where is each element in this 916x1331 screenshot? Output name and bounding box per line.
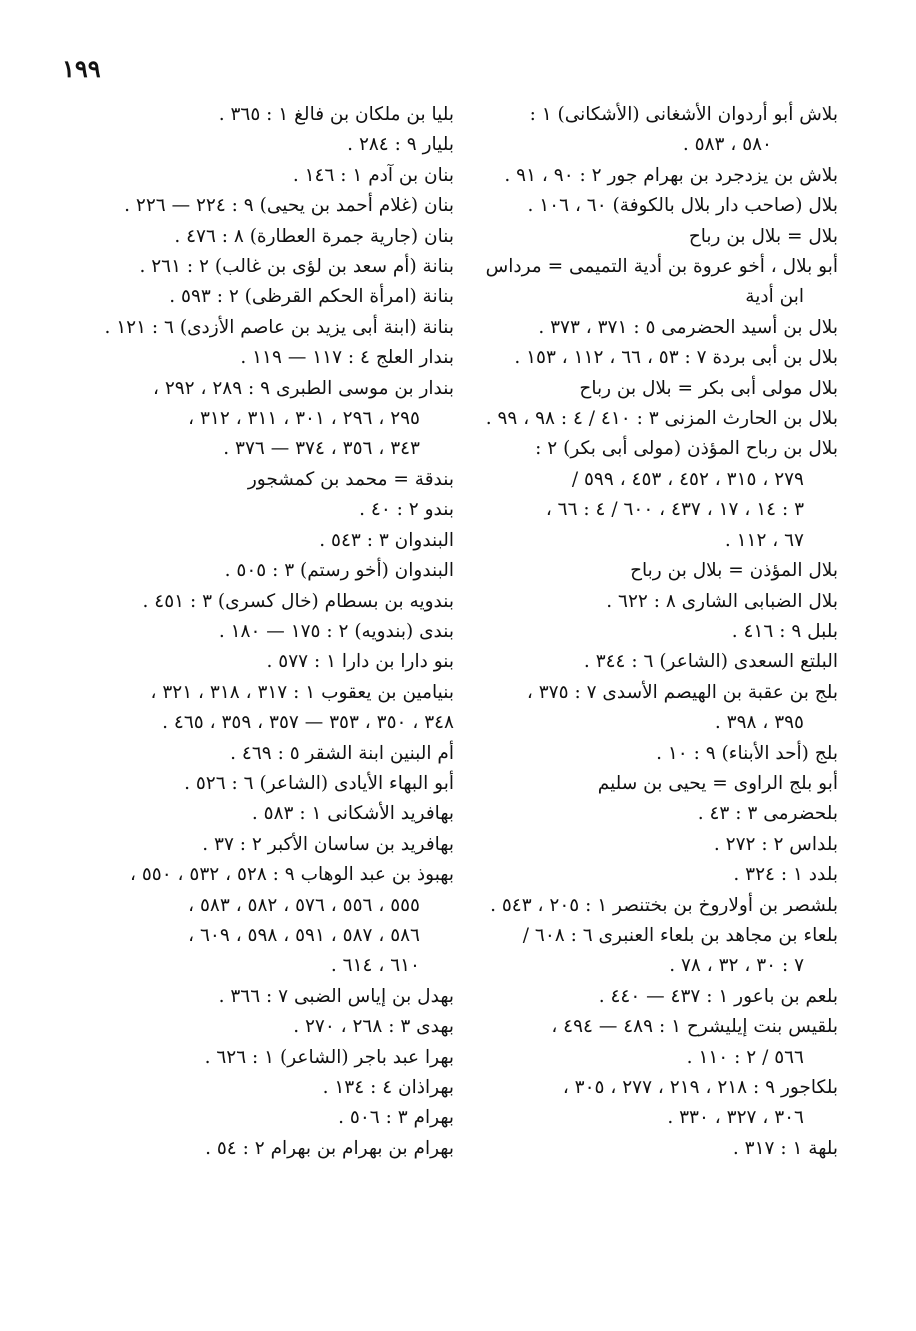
index-entry: بهافريد بن ساسان الأكبر ٢ : ٣٧ . <box>202 833 454 855</box>
index-entry: بندو ٢ : ٤٠ . <box>359 499 454 521</box>
index-entry: ٢٧٩ ، ٣١٥ ، ٤٥٢ ، ٤٥٣ ، ٥٩٩ / <box>571 468 804 490</box>
index-entry: ٦٧ ، ١١٢ . <box>724 529 804 551</box>
index-entry: بنانة (ابنة أبى يزيد بن عاصم الأزدى) ٦ : ١٢١ . <box>104 316 454 338</box>
index-entry: ٥٥٥ ، ٥٥٦ ، ٥٧٦ ، ٥٨٢ ، ٥٨٣ ، <box>188 894 420 916</box>
index-entry: البلتع السعدى (الشاعر) ٦ : ٣٤٤ . <box>583 651 838 673</box>
index-entry: بلال (صاحب دار بلال بالكوفة) ٦٠ ، ١٠٦ . <box>527 195 838 217</box>
index-entry: بلج (أحد الأبناء) ٩ : ١٠ . <box>656 742 838 764</box>
index-entry: بلال بن الحارث المزنى ٣ : ٤١٠ / ٤ : ٩٨ ، ٩٩ . <box>485 408 838 430</box>
index-entry: بلاش أبو أردوان الأشغانى (الأشكانى) ١ : <box>529 104 838 125</box>
index-entry: بنو دارا بن دارا ١ : ٥٧٧ . <box>266 651 454 673</box>
index-entry: بلقيس بنت إيليشرح ١ : ٤٨٩ — ٤٩٤ ، <box>551 1016 838 1038</box>
index-entry: بلال الضبابى الشارى ٨ : ٦٢٢ . <box>606 590 838 612</box>
index-entry: أم البنين ابنة الشقر ٥ : ٤٦٩ . <box>230 742 454 764</box>
index-entry: بندى (بندويه) ٢ : ١٧٥ — ١٨٠ . <box>218 620 454 642</box>
index-entry: بهراذان ٤ : ١٣٤ . <box>322 1077 454 1098</box>
index-entry: ٧ : ٣٠ ، ٣٢ ، ٧٨ . <box>669 955 804 977</box>
index-entry: ٥٨٠ ، ٥٨٣ . <box>682 134 772 156</box>
index-entry: بلدد ١ : ٣٢٤ . <box>733 864 838 886</box>
index-entry: ٥٦٦ / ٢ : ١١٠ . <box>686 1046 804 1068</box>
index-entry: ٣٩٥ ، ٣٩٨ . <box>714 712 804 734</box>
index-entry: ٣٠٦ ، ٣٢٧ ، ٣٣٠ . <box>667 1107 804 1129</box>
index-entry: بهدى ٣ : ٢٦٨ ، ٢٧٠ . <box>293 1016 454 1038</box>
index-entry: بلال مولى أبى بكر = بلال بن رباح <box>579 377 838 399</box>
page-number: ١٩٩ <box>62 54 101 83</box>
index-entry: بلعم بن باعور ١ : ٤٣٧ — ٤٤٠ . <box>598 985 838 1007</box>
index-entry: بلال بن أسيد الحضرمى ٥ : ٣٧١ ، ٣٧٣ . <box>538 316 838 338</box>
index-entry: ٢٩٥ ، ٢٩٦ ، ٣٠١ ، ٣١١ ، ٣١٢ ، <box>188 408 420 430</box>
index-entry: بلهة ١ : ٣١٧ . <box>732 1137 838 1159</box>
index-entry: بلال بن أبى بردة ٧ : ٥٣ ، ٦٦ ، ١١٢ ، ١٥٣ . <box>514 347 838 369</box>
index-entry: ٦١٠ ، ٦١٤ . <box>330 955 420 977</box>
index-entry: بهرام ٣ : ٥٠٦ . <box>338 1107 454 1129</box>
index-entry: بهرا عبد باجر (الشاعر) ١ : ٦٢٦ . <box>204 1046 454 1068</box>
index-entry: بندار بن موسى الطبرى ٩ : ٢٨٩ ، ٢٩٢ ، <box>152 377 454 399</box>
index-entry: بلعاء بن مجاهد بن بلعاء العنبرى ٦ : ٦٠٨ / <box>522 924 838 946</box>
index-entry: بنانة (امرأة الحكم القرظى) ٢ : ٥٩٣ . <box>169 286 454 308</box>
index-entry: البندوان (أخو رستم) ٣ : ٥٠٥ . <box>224 560 454 582</box>
index-entry: بهبوذ بن عبد الوهاب ٩ : ٥٢٨ ، ٥٣٢ ، ٥٥٠ ، <box>130 864 454 886</box>
index-column-left <box>104 100 454 1164</box>
index-entry: ٣٤٨ ، ٣٥٠ ، ٣٥٣ — ٣٥٧ ، ٣٥٩ ، ٤٦٥ . <box>162 712 454 734</box>
index-entry: بنانة (أم سعد بن لؤى بن غالب) ٢ : ٢٦١ . <box>139 256 454 278</box>
index-entry: أبو بلال ، أخو عروة بن أدية التميمى = مرداس <box>485 256 838 278</box>
index-entry: بلال بن رباح المؤذن (مولى أبى بكر) ٢ : <box>535 438 838 460</box>
index-entry: بهرام بن بهرام بن بهرام ٢ : ٥٤ . <box>205 1137 454 1159</box>
index-entry: بلكاجور ٩ : ٢١٨ ، ٢١٩ ، ٢٧٧ ، ٣٠٥ ، <box>562 1077 838 1098</box>
index-entry: بلبل ٩ : ٤١٦ . <box>731 620 838 642</box>
index-entry: أبو البهاء الأيادى (الشاعر) ٦ : ٥٢٦ . <box>184 772 454 794</box>
index-entry: بلداس ٢ : ٢٧٢ . <box>713 833 838 855</box>
index-entry: بنان (غلام أحمد بن يحيى) ٩ : ٢٢٤ — ٢٢٦ . <box>124 195 454 217</box>
index-entry: ٥٨٦ ، ٥٨٧ ، ٥٩١ ، ٥٩٨ ، ٦٠٩ ، <box>188 924 420 946</box>
index-entry: بلال المؤذن = بلال بن رباح <box>630 560 838 582</box>
index-entry: بلج بن عقبة بن الهيصم الأسدى ٧ : ٣٧٥ ، <box>526 681 838 703</box>
index-entry: بندار العلج ٤ : ١١٧ — ١١٩ . <box>240 347 454 369</box>
index-entry: بلشصر بن أولاروخ بن بختنصر ١ : ٢٠٥ ، ٥٤٣ . <box>490 894 838 916</box>
index-entry: بندقة = محمد بن كمشجور <box>247 468 454 490</box>
index-entry: بنان بن آدم ١ : ١٤٦ . <box>292 164 454 186</box>
index-entry: بليار ٩ : ٢٨٤ . <box>347 134 454 156</box>
index-entry: بلاش بن يزدجرد بن بهرام جور ٢ : ٩٠ ، ٩١ . <box>504 164 838 186</box>
index-entry: بنان (جارية جمرة العطارة) ٨ : ٤٧٦ . <box>174 225 454 247</box>
index-entry: ابن أدية <box>745 286 804 308</box>
index-entry: بلال = بلال بن رباح <box>688 225 838 247</box>
index-entry: أبو بلج الراوى = يحيى بن سليم <box>597 772 838 794</box>
index-entry: ٣ : ١٤ ، ١٧ ، ٤٣٧ ، ٦٠٠ / ٤ : ٦٦ ، <box>545 499 804 521</box>
index-entry: بهدل بن إياس الضبى ٧ : ٣٦٦ . <box>218 985 454 1007</box>
index-entry: البندوان ٣ : ٥٤٣ . <box>319 529 454 551</box>
index-entry: بندويه بن بسطام (خال كسرى) ٣ : ٤٥١ . <box>142 590 454 612</box>
index-column-right <box>466 100 838 1164</box>
index-entry: بهافريد الأشكانى ١ : ٥٨٣ . <box>251 803 454 825</box>
index-entry: بلحضرمى ٣ : ٤٣ . <box>697 803 838 825</box>
index-entry: بليا بن ملكان بن فالغ ١ : ٣٦٥ . <box>218 104 454 125</box>
index-entry: ٣٤٣ ، ٣٥٦ ، ٣٧٤ — ٣٧٦ . <box>223 438 420 460</box>
index-entry: بنيامين بن يعقوب ١ : ٣١٧ ، ٣١٨ ، ٣٢١ ، <box>150 681 454 703</box>
